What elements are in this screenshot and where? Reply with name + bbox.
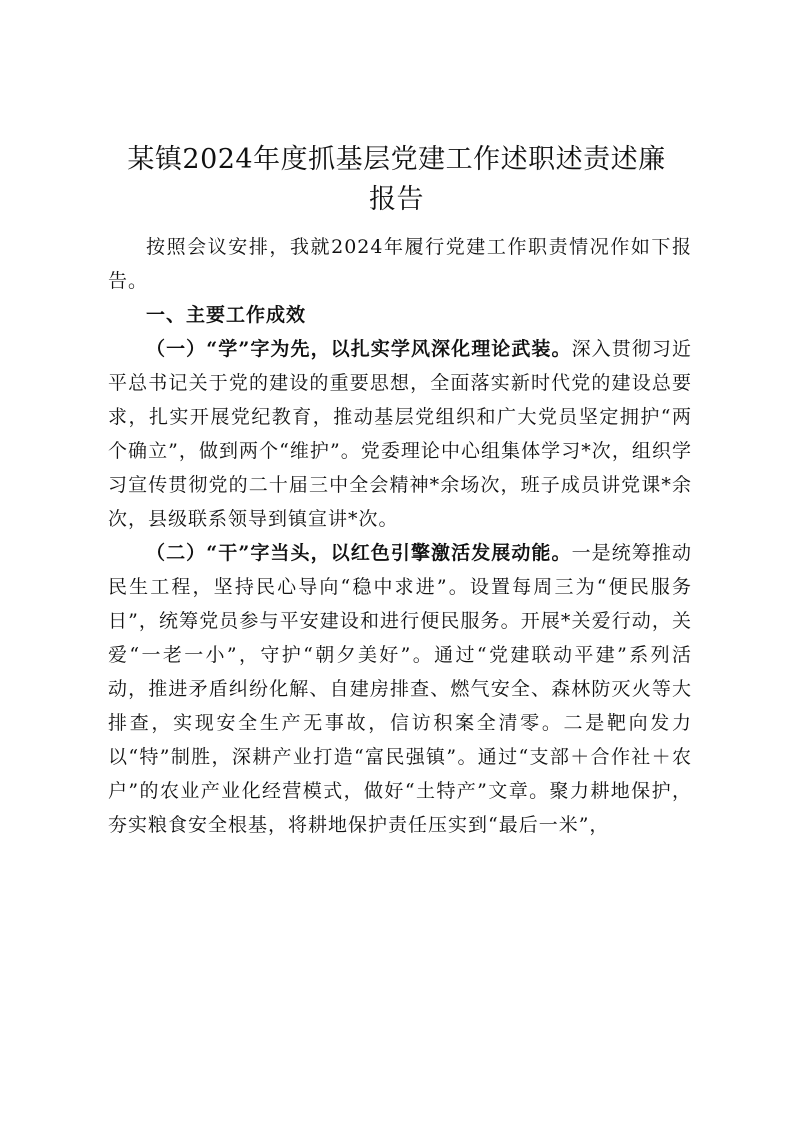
paragraph-1 (108, 332, 692, 536)
title-line-2: 报告 (369, 184, 424, 215)
title-line-1: 某镇2024年度抓基层党建工作述职述责述廉 (127, 144, 666, 175)
section-heading-1: 一、主要工作成效 (146, 304, 307, 326)
document-body (108, 230, 692, 842)
paragraph-2-heading: （二）“干”字当头，以红色引擎激活发展动能。 (146, 542, 572, 564)
paragraph-1-heading: （一）“学”字为先，以扎实学风深化理论武装。 (146, 338, 572, 360)
document-title (100, 140, 693, 220)
intro-paragraph: 按照会议安排，我就2024年履行党建工作职责情况作如下报告。 (108, 236, 692, 292)
paragraph-2-body: 一是统筹推动民生工程，坚持民心导向“稳中求进”。设置每周三为“便民服务日”，统筹党员参与平安建设和进行便民服务。开展*关爱行动，关爱“一老一小”，守护“朝夕美好”。通过“党建联动平建”系列活动，推进矛盾纠纷化解、自建房排查、燃气安全、森林防灭火等大排查，实现安全生产无事故，信访积案全清零。二是靶向发力以“特”制胜，深耕产业打造“富民强镇”。通过“支部＋合作社＋农户”的农业产业化经营模式，做好“土特产”文章。聚力耕地保护，夯实粮食安全根基，将耕地保护责任压实到“最后一米”， (108, 542, 692, 836)
paragraph-1-body: 深入贯彻习近平总书记关于党的建设的重要思想，全面落实新时代党的建设总要求，扎实开展党纪教育，推动基层党组织和广大党员坚定拥护“两个确立”，做到两个“维护”。党委理论中心组集体学习*次，组织学习宣传贯彻党的二十届三中全会精神*余场次，班子成员讲党课*余次，县级联系领导到镇宣讲*次。 (108, 338, 692, 530)
paragraph-2 (108, 536, 692, 842)
